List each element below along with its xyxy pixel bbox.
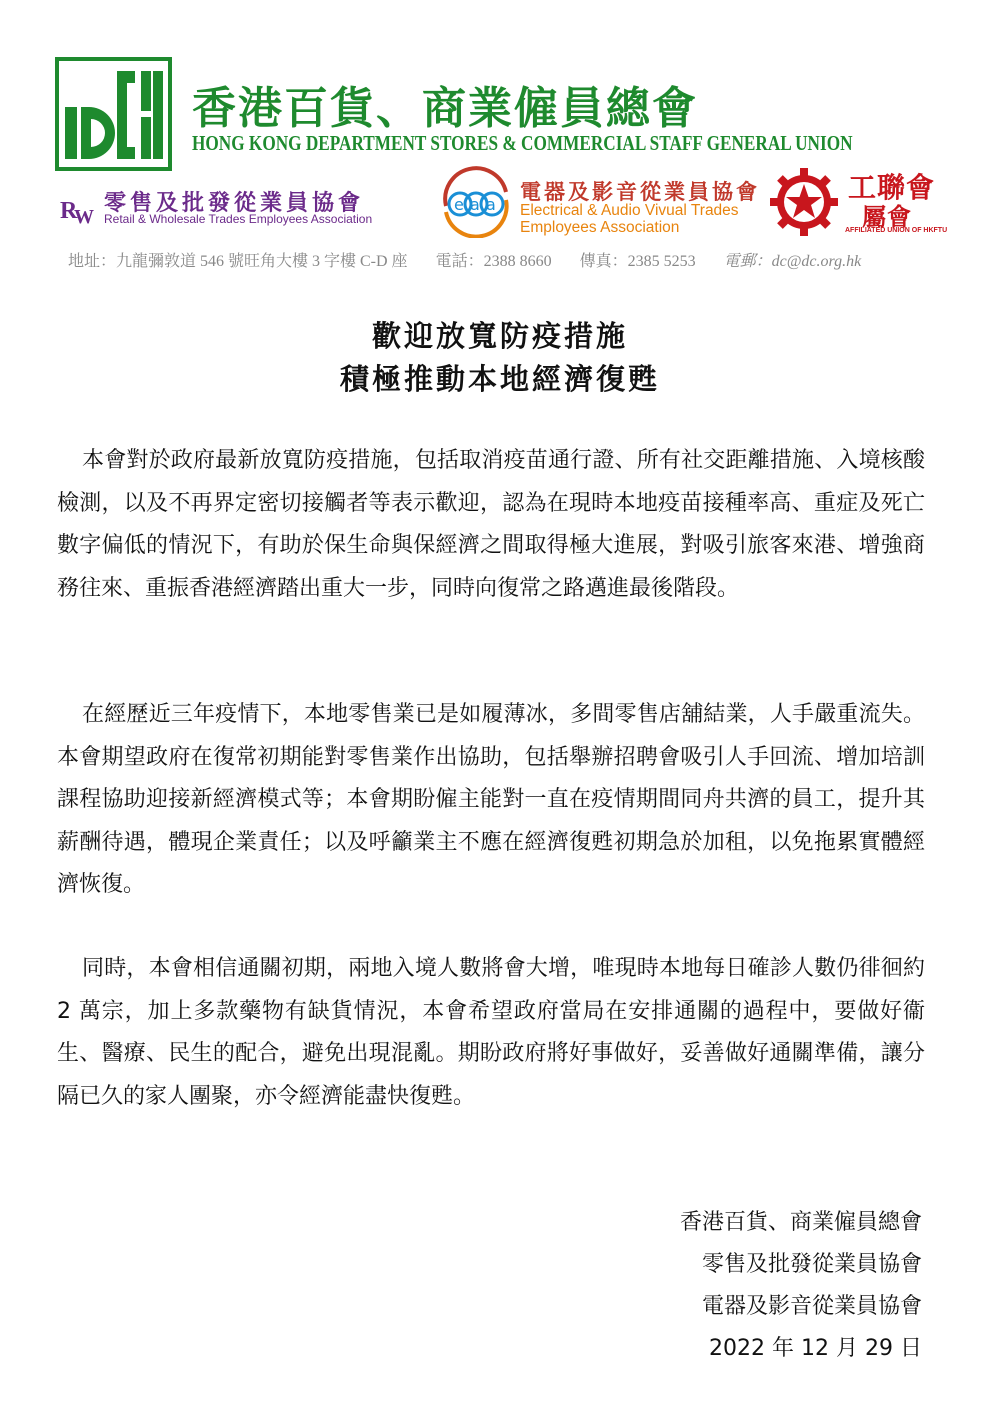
svg-text:a: a [470, 195, 480, 214]
document-title-line2: 積極推動本地經濟復甦 [339, 362, 660, 396]
svg-text:W: W [74, 206, 94, 226]
hkftu-name-cn-line2: 屬會 [862, 202, 912, 231]
eaa-name-cn: 電器及影音從業員協會 [520, 179, 760, 204]
contact-email: 電郵：dc@dc.org.hk [723, 253, 862, 270]
hkftu-name-cn-line1: 工聯會 [848, 171, 936, 204]
hkftu-name-en: AFFILIATED UNION OF HKFTU [845, 227, 948, 234]
dc-logo-icon [55, 57, 172, 171]
union-name-cn: 香港百貨、商業僱員總會 [192, 83, 698, 134]
contact-fax: 傳真：2385 5253 [579, 253, 696, 270]
eaa-name-en-line1: Electrical & Audio Vivual Trades [520, 202, 739, 219]
eaa-logo-icon [436, 166, 516, 238]
hkftu-gear-star-icon [768, 166, 840, 238]
rw-name-en: Retail & Wholesale Trades Employees Association [104, 212, 373, 226]
svg-text:R: R [60, 198, 78, 224]
body-paragraph: 在經歷近三年疫情下，本地零售業已是如履薄冰，多間零售店舖結業，人手嚴重流失。本會期望政府在復常初期能對零售業作出協助，包括舉辦招聘會吸引人手回流、增加培訓課程協助迎接新經濟模式等；本會期盼僱主能對一直在疫情期間同舟共濟的員工，提升其薪酬待遇，體現企業責任；以及呼籲業主不應在經濟復甦初期急於加租，以免拖累實體經濟恢復。 [57, 702, 925, 897]
contact-address: 地址：九龍彌敦道 546 號旺角大樓 3 字樓 C-D 座 [68, 253, 408, 270]
contact-line [68, 248, 938, 271]
union-name-en: HONG KONG DEPARTMENT STORES & COMMERCIAL STAFF GENERAL UNION [192, 131, 853, 155]
signature-org-3: 電器及影音從業員協會 [701, 1294, 922, 1319]
document-title-line1: 歡迎放寬防疫措施 [371, 319, 628, 353]
body-paragraph: 同時，本會相信通關初期，兩地入境人數將會大增，唯現時本地每日確診人數仍徘徊約 2 萬宗，加上多款藥物有缺貨情況，本會希望政府當局在安排通關的過程中，要做好衞生、醫療、民生的配合，避免出現混亂。期盼政府將好事做好，妥善做好通關準備，讓分隔已久的家人團聚，亦令經濟能盡快復甦。 [57, 956, 925, 1109]
contact-phone: 電話：2388 8660 [435, 253, 552, 270]
svg-text:a: a [486, 195, 496, 214]
rw-logo-icon [60, 192, 100, 226]
rw-name-cn: 零售及批發從業員協會 [104, 190, 365, 216]
svg-text:e: e [454, 195, 464, 214]
signature-date: 2022 年 12 月 29 日 [709, 1336, 922, 1361]
signature-org-2: 零售及批發從業員協會 [701, 1252, 922, 1277]
eaa-name-en-line2: Employees Association [520, 219, 680, 236]
body-paragraph: 本會對於政府最新放寬防疫措施，包括取消疫苗通行證、所有社交距離措施、入境核酸檢測，以及不再界定密切接觸者等表示歡迎，認為在現時本地疫苗接種率高、重症及死亡數字偏低的情況下，有助於保生命與保經濟之間取得極大進展，對吸引旅客來港、增強商務往來、重振香港經濟踏出重大一步，同時向復常之路邁進最後階段。 [57, 448, 925, 601]
signature-org-1: 香港百貨、商業僱員總會 [679, 1210, 922, 1235]
